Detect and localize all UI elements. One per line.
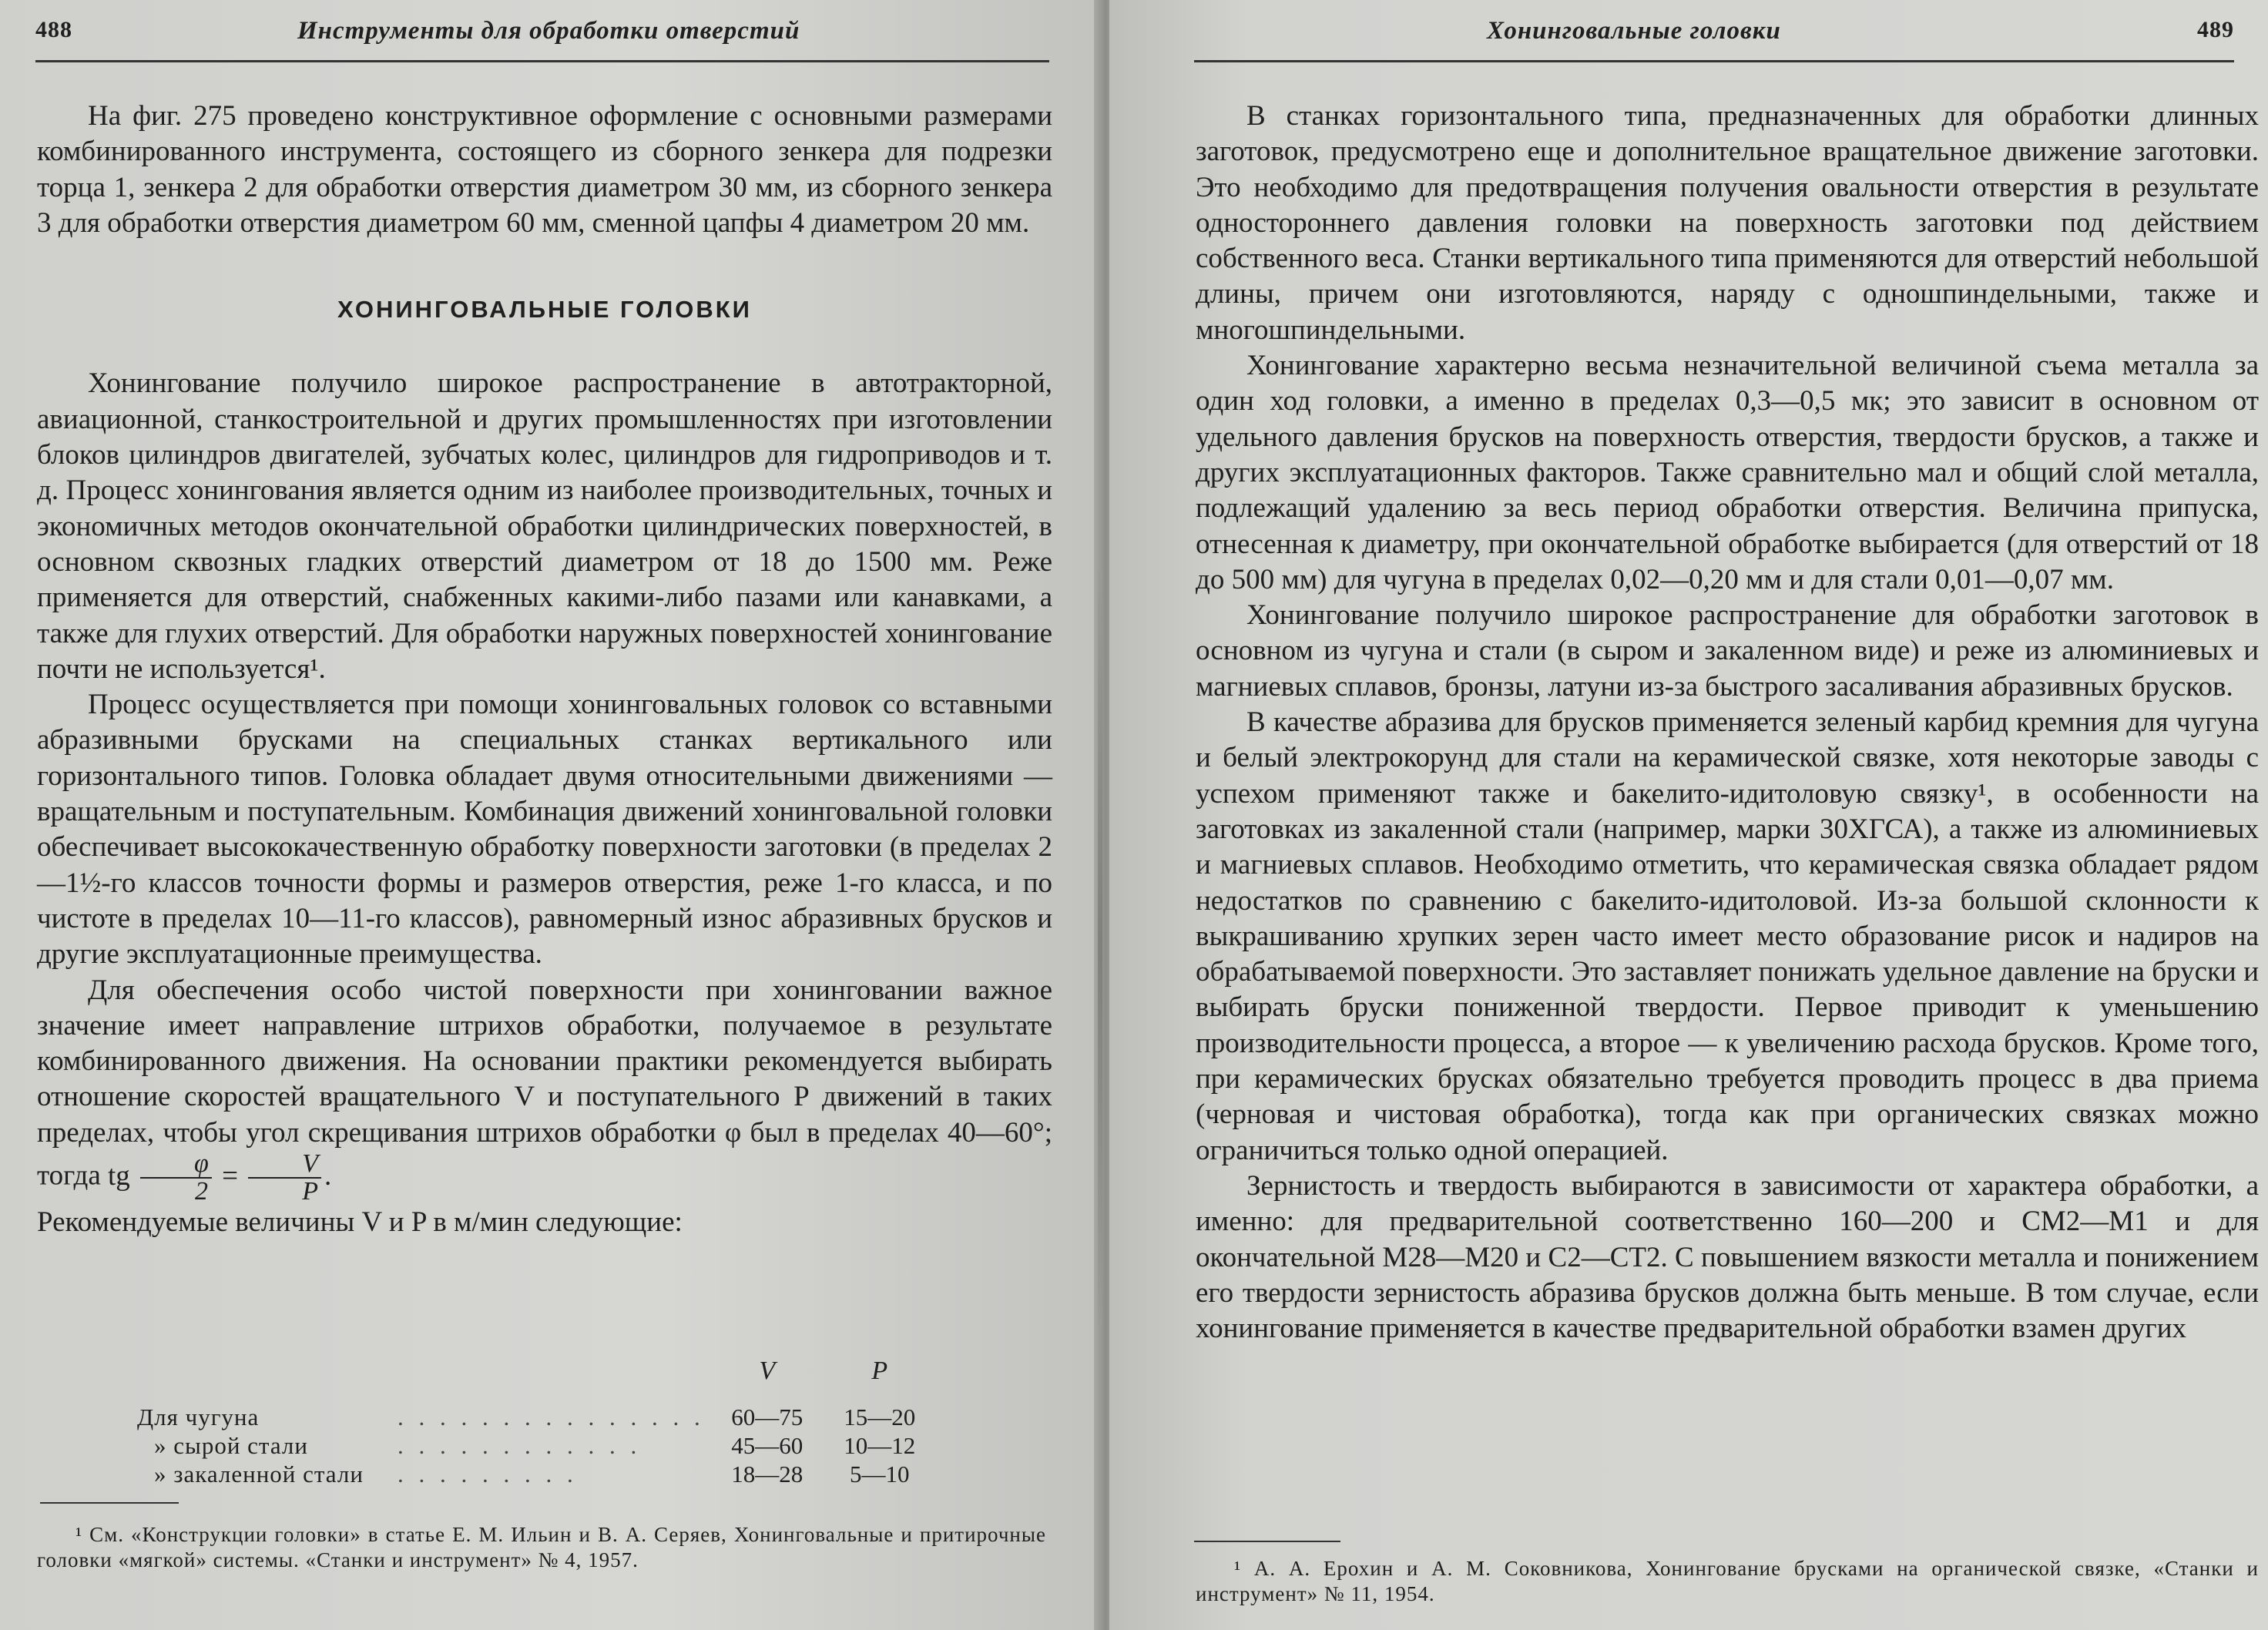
body-paragraph: Хонингование получило широкое распространение в автотракторной, авиационной, станкостроительной и других промышленностях при изготовлении блоков цилиндров двигателей, зубчатых колес, цилиндров для гидроприводов и т. д. Процесс хонингования является одним из наиболее производительных, точных и экономичных методов окончательной обработки цилиндрических поверхностей, в основном сквозных гладких отверстий диаметром от 18 до 1500 мм. Реже применяется для отверстий, снабженных какими-либо пазами или канавками, а также для глухих отверстий. Для обработки наружных поверхностей хонингование почти не используется¹. [37, 367, 1052, 685]
fraction-numerator: V [248, 1151, 321, 1179]
footnote-text: ¹ См. «Конструкции головки» в статье Е. М. Ильин и В. А. Серяев, Хонинговальные и притирочные головки «мягкой» системы. «Станки и инструмент» № 4, 1957. [37, 1523, 1046, 1571]
tangent-formula: tg $\frac{\varphi}{2}$ = $\frac{V}{P}$ . [108, 1149, 332, 1206]
footnote [37, 1522, 1046, 1573]
body-paragraph: Хонингование характерно весьма незначительной величиной съема металла за один ход головки, а именно в пределах 0,3—0,5 мк; это зависит в основном от удельного давления брусков на поверхность отверстия, твердости брусков, а также и других эксплуатационных факторов. Также сравнительно мал и общий слой металла, подлежащий удалению за весь период обработки отверстия. Величина припуска, отнесенная к диаметру, при окончательной обработке выбирается (для отверстий от 18 до 500 мм) для чугуна в пределах 0,02—0,20 мм и для стали 0,01—0,07 мм. [1196, 350, 2259, 595]
table-row [131, 1460, 936, 1488]
leader-dots: . . . . . . . . . [398, 1460, 578, 1487]
footnote-text: ¹ А. А. Ерохин и А. М. Соковникова, Хонингование брусками на органической связке, «Станки и инструмент» № 11, 1954. [1196, 1557, 2259, 1605]
left-page-header [35, 14, 1049, 62]
body-paragraph: В станках горизонтального типа, предназначенных для обработки длинных заготовок, предусмотрено еще и дополнительное вращательное движение заготовки. Это необходимо для предотвращения получения овальности отверстия в результате одностороннего давления головки на поверхность заготовки под действием собственного веса. Станки вертикального типа применяются для отверстий небольшой длины, причем они изготовляются, наряду с одношпиндельными, также и многошпиндельными. [1196, 100, 2259, 346]
body-paragraph: Хонингование получило широкое распространение для обработки заготовок в основном из чугуна и стали (в сыром и закаленном виде) и реже из алюминиевых и магниевых сплавов, бронзы, латуни из-за быстрого засаливания абразивных брусков. [1196, 599, 2259, 703]
table-row [131, 1431, 936, 1460]
left-text-column [37, 99, 1052, 1240]
table-row [131, 1403, 936, 1431]
footnote [1196, 1556, 2259, 1607]
footnote-divider [40, 1502, 179, 1504]
column-header-p: P [871, 1357, 888, 1385]
cell-p: 15—20 [844, 1403, 916, 1430]
formula-fraction-right [248, 1151, 321, 1205]
row-label: » закаленной стали [154, 1460, 364, 1487]
page-number: 488 [35, 17, 72, 42]
cell-p: 5—10 [850, 1460, 910, 1487]
page-crease [1098, 570, 1102, 1325]
running-title: Хонинговальные головки [1487, 17, 1781, 45]
table-header-row [131, 1356, 936, 1403]
cell-v: 18—28 [731, 1460, 804, 1487]
body-paragraph: В качестве абразива для брусков применяется зеленый карбид кремния для чугуна и белый электрокорунд для стали на керамической связке, хотя некоторые заводы с успехом применяют также и бакелито-идитоловую связку¹, в особенности на заготовках из закаленной стали (например, марки 30ХГСА), а также из алюминиевых и магниевых сплавов. Необходимо отметить, что керамическая связка обладает рядом недостатков по сравнению с бакелито-идитоловой. Из-за большой склонности к выкрашиванию хрупких зерен часто имеет место образование рисок и надиров на обрабатываемой поверхности. Это заставляет понижать удельное давление на бруски и выбирать бруски пониженной твердости. Первое приводит к уменьшению производительности процесса, а второе — к увеличению расхода брусков. Кроме того, при керамических брусках обязательно требуется проводить процесс в два приема (черновая и чистовая обработка), тогда как при органических связках можно ограничиться только одной операцией. [1196, 706, 2259, 1166]
fraction-denominator: 2 [194, 1177, 208, 1206]
body-paragraph [37, 973, 1052, 1205]
body-paragraph: Процесс осуществляется при помощи хонинговальных головок со вставными абразивными брусками на специальных станках вертикального или горизонтального типов. Головка обладает двумя относительными движениями — вращательным и поступательным. Комбинация движений хонинговальной головки обеспечивает высококачественную обработку поверхности заготовки (в пределах 2—1½-го классов точности формы и размеров отверстия, реже 1-го класса, и по чистоте в пределах 10—11-го классов), равномерный износ абразивных брусков и другие эксплуатационные преимущества. [37, 689, 1052, 971]
left-page [0, 0, 1102, 1630]
running-title: Инструменты для обработки отверстий [297, 17, 800, 45]
footnote-divider [1194, 1541, 1340, 1542]
cell-v: 60—75 [731, 1403, 804, 1430]
right-text-column [1196, 99, 2259, 1347]
paragraph-text: Для обеспечения особо чистой поверхности при хонинговании важное значение имеет направление штрихов обработки, получаемое в результате комбинированного движения. На основании практики рекомендуется выбирать отношение скоростей вращательного V и поступательного P движений в таких пределах, чтобы угол скрещивания штрихов обработки φ был в пределах 40—60°; тогда [37, 974, 1052, 1192]
formula-fraction-left [140, 1151, 212, 1205]
formula-function: tg [108, 1159, 130, 1192]
fraction-denominator: P [302, 1177, 319, 1206]
cell-p: 10—12 [844, 1431, 916, 1459]
leader-dots: . . . . . . . . . . . . . . . [398, 1403, 705, 1430]
row-label: » сырой стали [154, 1431, 308, 1459]
page-number: 489 [2197, 17, 2234, 42]
intro-paragraph: На фиг. 275 проведено конструктивное оформление с основными размерами комбинированного инструмента, состоящего из сборного зенкера для подрезки торца 1, зенкера 2 для обработки отверстия диаметром 30 мм, из сборного зенкера 3 для обработки отверстия диаметром 60 мм, сменной цапфы 4 диаметром 20 мм. [37, 100, 1052, 239]
leader-dots: . . . . . . . . . . . . [398, 1431, 642, 1459]
right-page-header [1194, 14, 2234, 62]
recommend-line: Рекомендуемые величины V и P в м/мин следующие: [37, 1206, 683, 1239]
speed-values-table [131, 1356, 936, 1488]
body-paragraph: Зернистость и твердость выбираются в зависимости от характера обработки, а именно: для предварительной соответственно 160—200 и СМ2—М1 и для окончательной М28—М20 и С2—СТ2. С повышением вязкости металла и понижением его твердости зернистость абразива брусков должна быть меньше. В том случае, если хонингование применяется в качестве предварительной обработки взамен других [1196, 1169, 2259, 1345]
section-title: ХОНИНГОВАЛЬНЫЕ ГОЛОВКИ [337, 296, 752, 324]
row-label: Для чугуна [137, 1403, 260, 1430]
column-header-v: V [759, 1357, 776, 1385]
cell-v: 45—60 [731, 1431, 804, 1459]
right-page [1109, 0, 2268, 1630]
fraction-numerator: φ [140, 1151, 212, 1179]
